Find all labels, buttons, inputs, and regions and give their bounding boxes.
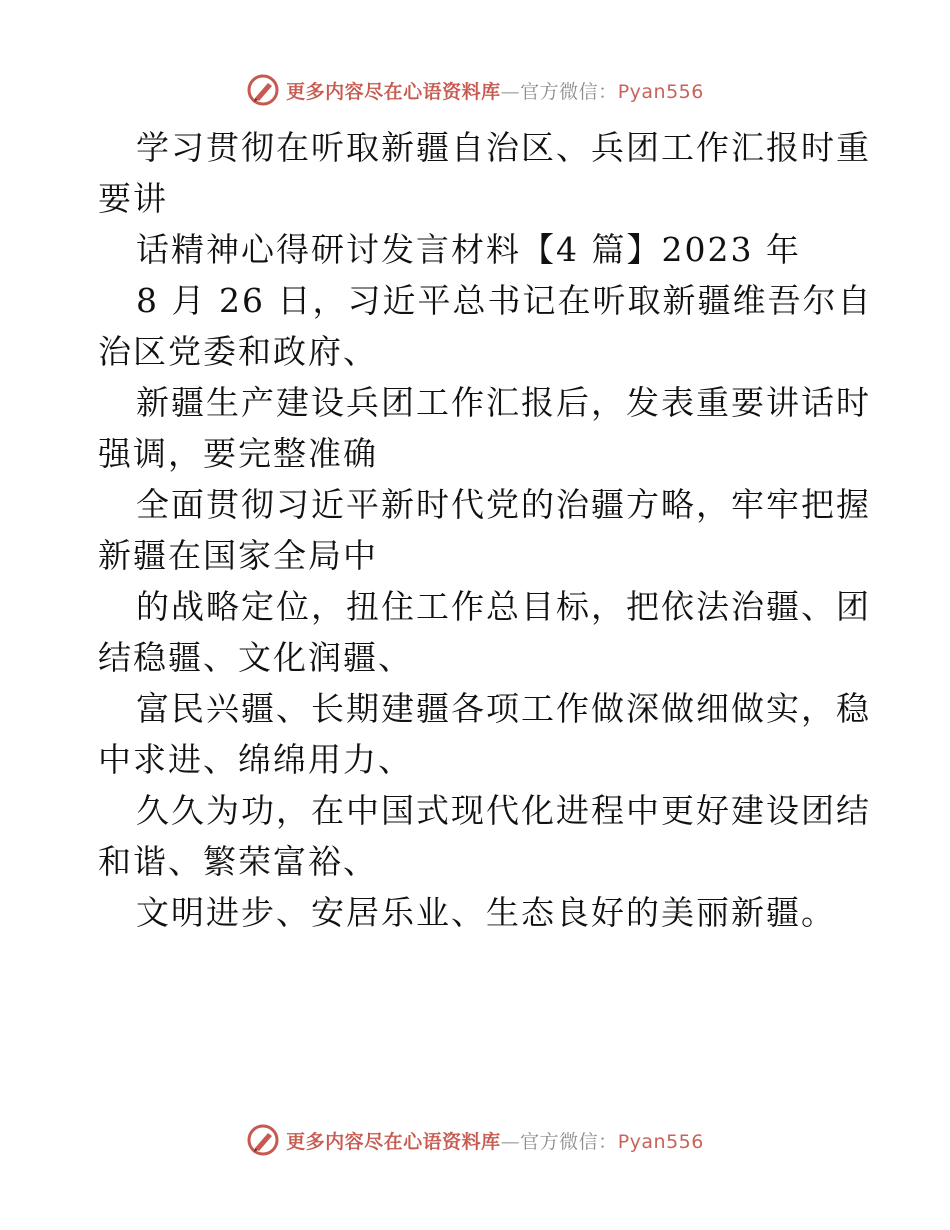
watermark-dash: — [500, 80, 521, 103]
watermark-dash: — [500, 1130, 521, 1153]
watermark-id: Pyan556 [617, 80, 704, 103]
header-watermark [0, 70, 950, 110]
watermark-text [286, 77, 704, 104]
text-line: 久久为功，在中国式现代化进程中更好建设团结 [136, 791, 871, 830]
text-line: 新疆在国家全局中 [98, 536, 378, 575]
text-line: 结稳疆、文化润疆、 [98, 638, 413, 677]
pen-logo-icon [246, 73, 280, 107]
text-line: 要讲 [98, 179, 168, 218]
watermark-text [286, 1127, 704, 1154]
text-line: 富民兴疆、长期建疆各项工作做深做细做实，稳 [136, 689, 871, 728]
text-line: 8 月 26 日，习近平总书记在听取新疆维吾尔自 [136, 281, 873, 320]
text-line: 中求进、绵绵用力、 [98, 740, 413, 779]
text-line: 新疆生产建设兵团工作汇报后，发表重要讲话时 [136, 383, 871, 422]
watermark-main: 更多内容尽在心语资料库 [286, 80, 501, 103]
pen-logo-icon [246, 1123, 280, 1157]
text-line: 和谐、繁荣富裕、 [98, 842, 378, 881]
watermark-id: Pyan556 [617, 1130, 704, 1153]
text-line: 强调，要完整准确 [98, 434, 378, 473]
watermark-rest: 官方微信： [520, 1130, 618, 1153]
watermark-rest: 官方微信： [520, 80, 618, 103]
text-line: 全面贯彻习近平新时代党的治疆方略，牢牢把握 [136, 485, 871, 524]
document-body [98, 122, 873, 938]
text-line: 的战略定位，扭住工作总目标，把依法治疆、团 [136, 587, 871, 626]
text-line: 文明进步、安居乐业、生态良好的美丽新疆。 [136, 893, 836, 932]
watermark-main: 更多内容尽在心语资料库 [286, 1130, 501, 1153]
text-line: 治区党委和政府、 [98, 332, 378, 371]
text-line: 学习贯彻在听取新疆自治区、兵团工作汇报时重 [136, 128, 871, 167]
text-line: 话精神心得研讨发言材料【4 篇】2023 年 [136, 230, 801, 269]
footer-watermark [0, 1120, 950, 1160]
